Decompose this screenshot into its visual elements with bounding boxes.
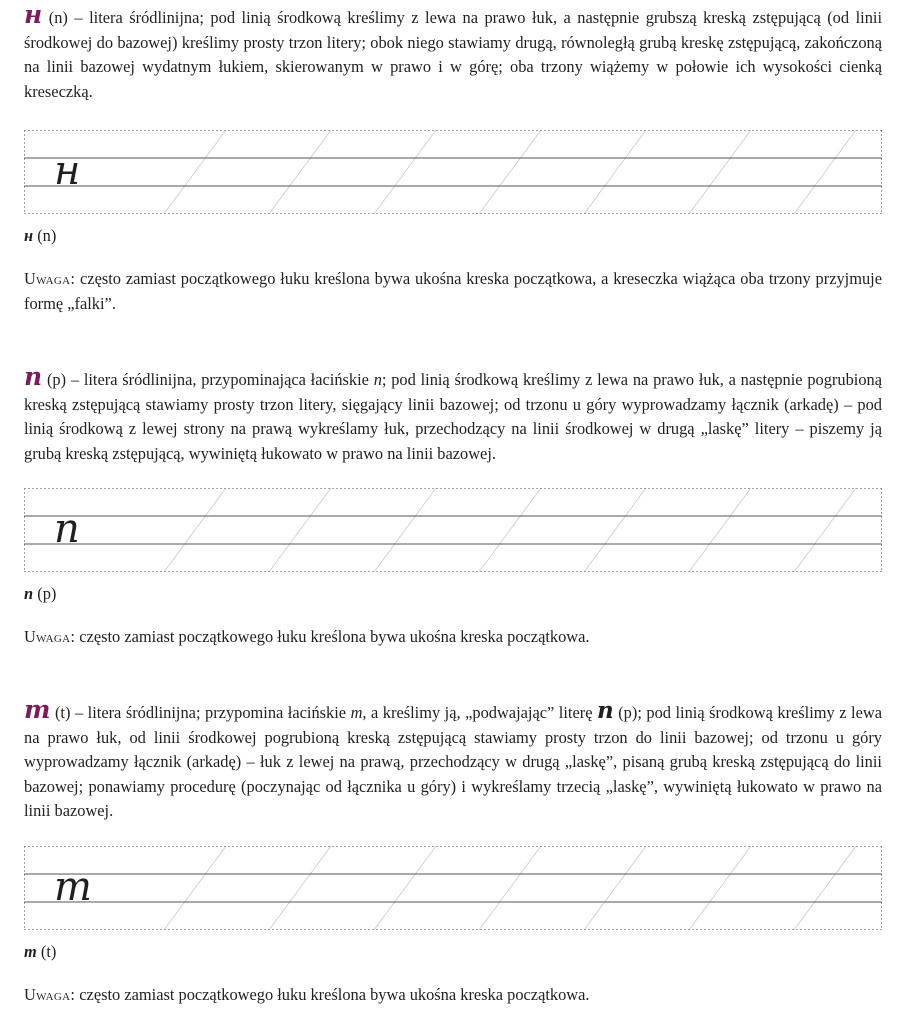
note-n [24, 267, 882, 316]
slant-guide-line [479, 130, 541, 214]
ruler-lines [24, 130, 882, 214]
transliteration: (n) [48, 8, 68, 27]
slant-guide-line [269, 846, 331, 930]
sample-glyph: т [54, 864, 92, 910]
caption-t [24, 942, 56, 962]
slant-guide-line [374, 488, 436, 572]
caption-translit: (t) [40, 942, 57, 961]
slant-guide-line [689, 130, 751, 214]
slant-guide-line [794, 488, 856, 572]
description-em: m [350, 703, 363, 722]
note-text: często zamiast początkowego łuku kreślona bywa ukośna kreska początkowa, a kreseczka wiążąca oba trzony przyjmuje formę „falki”. [24, 269, 882, 313]
slant-guide-line [374, 846, 436, 930]
slant-guide-line [794, 130, 856, 214]
transliteration: (p) [46, 370, 67, 389]
caption-translit: (p) [37, 584, 57, 603]
note-label: Uwaga: [24, 985, 76, 1004]
letter-description-p [24, 362, 882, 466]
caption-letter: п [24, 584, 34, 603]
slant-guide-line [584, 130, 646, 214]
sample-glyph: н [54, 148, 81, 194]
slant-guide-line [794, 846, 856, 930]
inline-letter: п [596, 697, 614, 724]
slant-guide-line [164, 130, 226, 214]
letter-glyph: п [24, 362, 43, 391]
slant-guide-line [269, 488, 331, 572]
letter-description-t [24, 695, 882, 824]
writing-ruler-n [24, 130, 882, 214]
slant-guide-line [584, 846, 646, 930]
description-text-a: – litera śródlinijna, przypominająca łacińskie [66, 370, 374, 389]
description-em: n [373, 370, 382, 389]
description-text-c: (p); pod linią środkową kreślimy z lewa na prawo łuk, od linii środkowej pogrubioną kreską zstępującą stawiamy prosty trzon do linii bazowej; od trzonu u góry wyprowadzamy łącznik (arkadę) – łuk z lewej na prawą, przechodzący w drugą „laskę”, pisaną grubą kreską zstępującą do linii bazowej; ponawiamy procedurę (poczynając od łącznika u góry) i wykreślamy trzecią „laskę”, wywiniętą łukowato w prawo na linii bazowej. [24, 703, 882, 821]
caption-letter: н [24, 226, 34, 245]
slant-guide-line [164, 488, 226, 572]
slant-guide-line [689, 846, 751, 930]
caption-translit: (n) [37, 226, 57, 245]
slant-guide-line [479, 488, 541, 572]
letter-glyph: т [24, 695, 51, 724]
note-text: często zamiast początkowego łuku kreślona bywa ukośna kreska początkowa. [75, 627, 590, 646]
note-label: Uwaga: [24, 269, 76, 288]
writing-ruler-p [24, 488, 882, 572]
sample-glyph: п [54, 506, 80, 552]
note-t [24, 983, 882, 1008]
slant-guide-line [689, 488, 751, 572]
caption-letter: т [24, 942, 37, 961]
letter-description-n [24, 0, 882, 104]
ruler-lines [24, 846, 882, 930]
letter-glyph: н [24, 0, 43, 29]
caption-p [24, 584, 56, 604]
slant-guide-line [584, 488, 646, 572]
writing-ruler-t [24, 846, 882, 930]
transliteration: (t) [54, 703, 71, 722]
slant-guide-line [269, 130, 331, 214]
ruler-lines [24, 488, 882, 572]
note-label: Uwaga: [24, 627, 76, 646]
note-text: często zamiast początkowego łuku kreślona bywa ukośna kreska początkowa. [75, 985, 590, 1004]
note-p [24, 625, 882, 650]
description-text: – litera śródlinijna; pod linią środkową kreślimy z lewa na prawo łuk, a następnie grubszą kreską zstępującą (od linii środkowej do bazowej) kreślimy prosty trzon litery; obok niego stawiamy drugą, równoległą grubą kreskę zstępującą, zakończoną na linii bazowej wydatnym łukiem, skierowanym w prawo i w górę; oba trzony wiążemy w połowie ich wysokości cienką kreseczką. [24, 8, 882, 101]
slant-guide-line [374, 130, 436, 214]
description-text-b: ; pod linią środkową kreślimy z lewa na prawo łuk, a następnie pogrubioną kreską zstępującą stawiamy prosty trzon litery, sięgający linii bazowej; od trzonu u góry wyprowadzamy łącznik (arkadę) – pod linią środkową z lewej strony na prawą wykreślamy łuk, przechodzący na linii środkowej w drugą „laskę” litery – piszemy ją grubą kreską zstępującą, wywiniętą łukowato w prawo na linii bazowej. [24, 370, 882, 463]
caption-n [24, 226, 56, 246]
slant-guide-line [479, 846, 541, 930]
description-text-b: , a kreślimy ją, „podwajając” literę [362, 703, 597, 722]
slant-guide-line [164, 846, 226, 930]
description-text-a: – litera śródlinijna; przypomina łacińskie [70, 703, 351, 722]
